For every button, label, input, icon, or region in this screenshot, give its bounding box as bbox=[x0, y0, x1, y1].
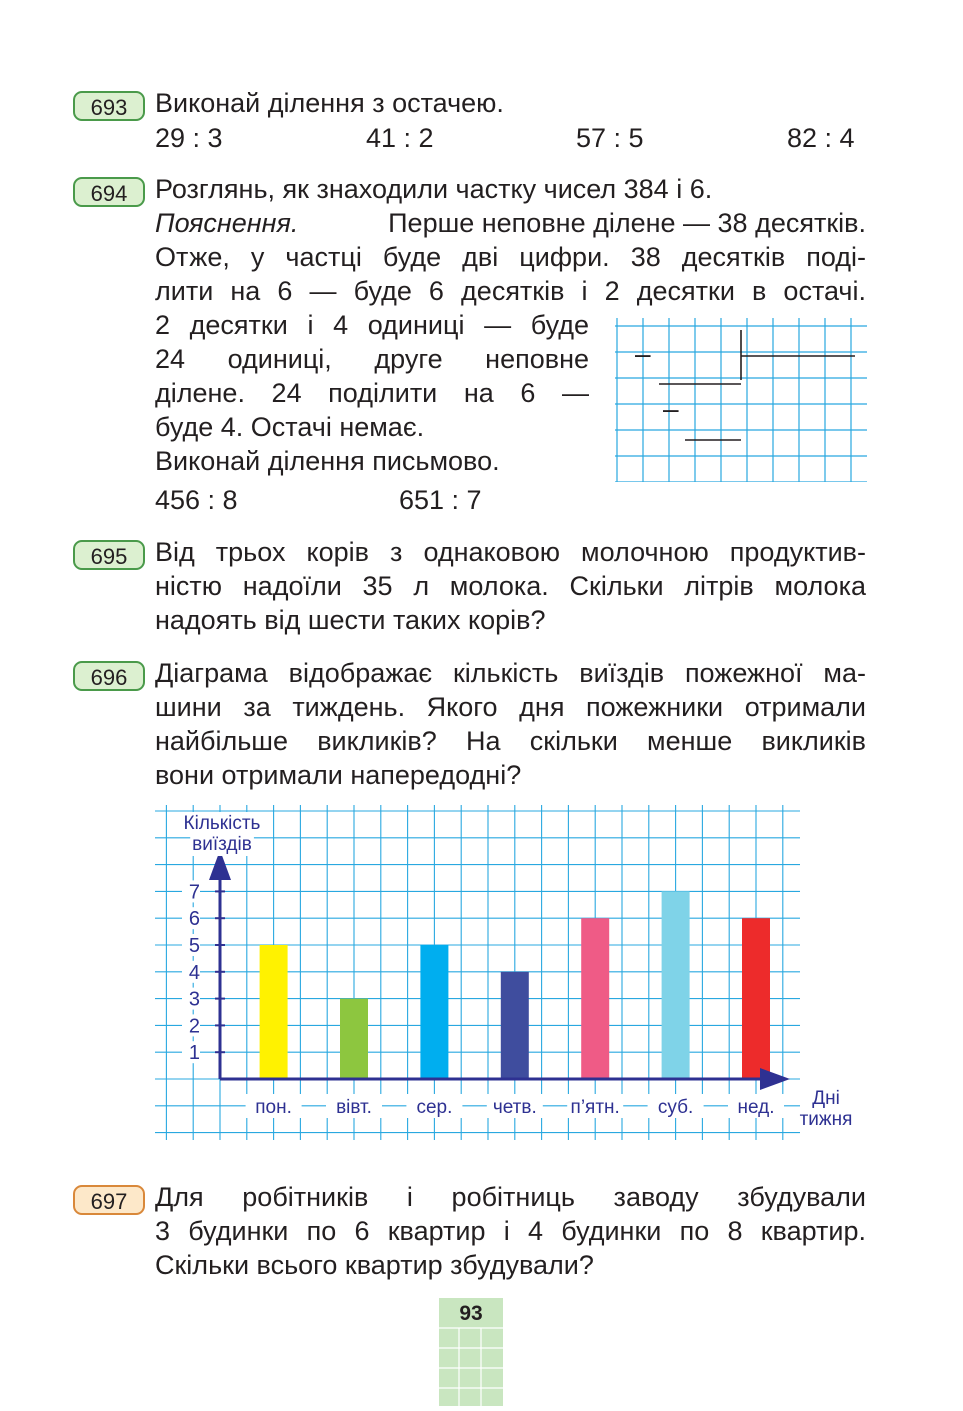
divisor: 6 bbox=[749, 328, 770, 361]
bar-7 bbox=[742, 918, 770, 1079]
task-694-line-3: Отже, у частці буде дві цифри. 38 десятків поді- bbox=[155, 242, 866, 272]
task-695-line-2: ністю надоїли 35 л молока. Скільки літрів молока bbox=[155, 571, 866, 601]
bar-6 bbox=[662, 891, 690, 1079]
y-tick-label-7: 7 bbox=[188, 881, 200, 904]
task-693-expr-1: 29 : 3 bbox=[155, 123, 223, 153]
task-694-line-8: буде 4. Остачі немає. bbox=[155, 412, 425, 442]
task-696-line-3: найбільше викликів? На скільки менше викликів bbox=[155, 726, 866, 756]
task-693-number: 693 bbox=[73, 91, 145, 121]
bar-2 bbox=[340, 999, 368, 1079]
partial-dividend: 24 bbox=[697, 384, 739, 417]
minus-sign-1: – bbox=[635, 338, 651, 369]
task-697-line-2: 3 будинки по 6 квартир і 4 будинки по 8 квартир. bbox=[155, 1216, 866, 1246]
task-693-expr-3: 57 : 5 bbox=[576, 123, 644, 153]
bar-1 bbox=[260, 945, 288, 1079]
task-694-line-5: 2 десятки і 4 одиниці — буде bbox=[155, 310, 589, 340]
quotient: 64 bbox=[749, 356, 791, 389]
x-axis-arrow bbox=[760, 1068, 790, 1090]
remainder: 0 bbox=[723, 442, 744, 475]
task-693-expr-4: 82 : 4 bbox=[787, 123, 855, 153]
x-axis-label-line-2: тижня bbox=[799, 1109, 853, 1130]
task-697-line-1: Для робітників і робітниць заводу збудували bbox=[155, 1182, 866, 1212]
task-695-line-3: надоять від шести таких корів? bbox=[155, 605, 546, 635]
y-tick-label-6: 6 bbox=[188, 908, 200, 931]
dividend: 384 bbox=[669, 328, 732, 361]
first-subtrahend: 36 bbox=[669, 356, 711, 389]
page-number: 93 bbox=[459, 1302, 483, 1325]
category-label-6: суб. bbox=[657, 1097, 694, 1118]
page-number-grid bbox=[439, 1298, 503, 1406]
category-label-7: нед. bbox=[737, 1097, 775, 1118]
task-694-line-6: 24 одиниці, друге неповне bbox=[155, 344, 589, 374]
task-696-number: 696 bbox=[73, 661, 145, 691]
task-695-line-1: Від трьох корів з однаковою молочною продуктив- bbox=[155, 537, 866, 567]
task-694-line-9: Виконай ділення письмово. bbox=[155, 446, 500, 476]
task-694-number: 694 bbox=[73, 177, 145, 207]
y-axis-label-line-1: Кількість bbox=[183, 813, 261, 834]
y-tick-label-1: 1 bbox=[188, 1042, 200, 1065]
y-tick-label-4: 4 bbox=[188, 961, 200, 984]
y-axis-label-line-2: виїздів bbox=[192, 834, 252, 855]
task-694-expr-2: 651 : 7 bbox=[399, 485, 482, 515]
category-label-5: п’ятн. bbox=[570, 1097, 620, 1118]
task-694-line-4: лити на 6 — буде 6 десятків і 2 десятки в остачі. bbox=[155, 276, 866, 306]
task-696-line-2: шини за тиждень. Якого дня пожежники отримали bbox=[155, 692, 866, 722]
category-label-2: вівт. bbox=[336, 1097, 372, 1118]
task-696-line-1: Діаграма відображає кількість виїздів пожежної ма- bbox=[155, 658, 866, 688]
task-697-number: 697 bbox=[73, 1185, 145, 1215]
minus-sign-2: – bbox=[663, 393, 679, 424]
task-693-text: Виконай ділення з остачею. bbox=[155, 88, 504, 118]
y-tick-label-2: 2 bbox=[188, 1015, 200, 1038]
category-label-3: сер. bbox=[416, 1097, 453, 1118]
bar-5 bbox=[581, 918, 609, 1079]
bar-3 bbox=[420, 945, 448, 1079]
task-694-expr-1: 456 : 8 bbox=[155, 485, 238, 515]
page-number-box bbox=[439, 1298, 503, 1406]
task-696-line-4: вони отримали напередодні? bbox=[155, 760, 522, 790]
task-695-number: 695 bbox=[73, 540, 145, 570]
task-697-line-3: Скільки всього квартир збудували? bbox=[155, 1250, 594, 1280]
task-694-line-1: Розглянь, як знаходили частку чисел 384 і 6. bbox=[155, 174, 713, 204]
task-693-expr-2: 41 : 2 bbox=[366, 123, 434, 153]
explanation-label: Пояснення. bbox=[155, 208, 299, 238]
x-axis-label-line-1: Дні bbox=[812, 1088, 840, 1109]
bar-4 bbox=[501, 972, 529, 1079]
y-tick-label-3: 3 bbox=[188, 988, 200, 1011]
category-label-4: четв. bbox=[492, 1097, 537, 1118]
task-694-line-2-rest: Перше неповне ділене — 38 десятків. bbox=[388, 208, 866, 238]
second-subtrahend: 24 bbox=[697, 412, 739, 445]
category-label-1: пон. bbox=[255, 1097, 292, 1118]
y-tick-label-5: 5 bbox=[188, 935, 200, 957]
task-694-line-7: ділене. 24 поділити на 6 — bbox=[155, 378, 589, 408]
